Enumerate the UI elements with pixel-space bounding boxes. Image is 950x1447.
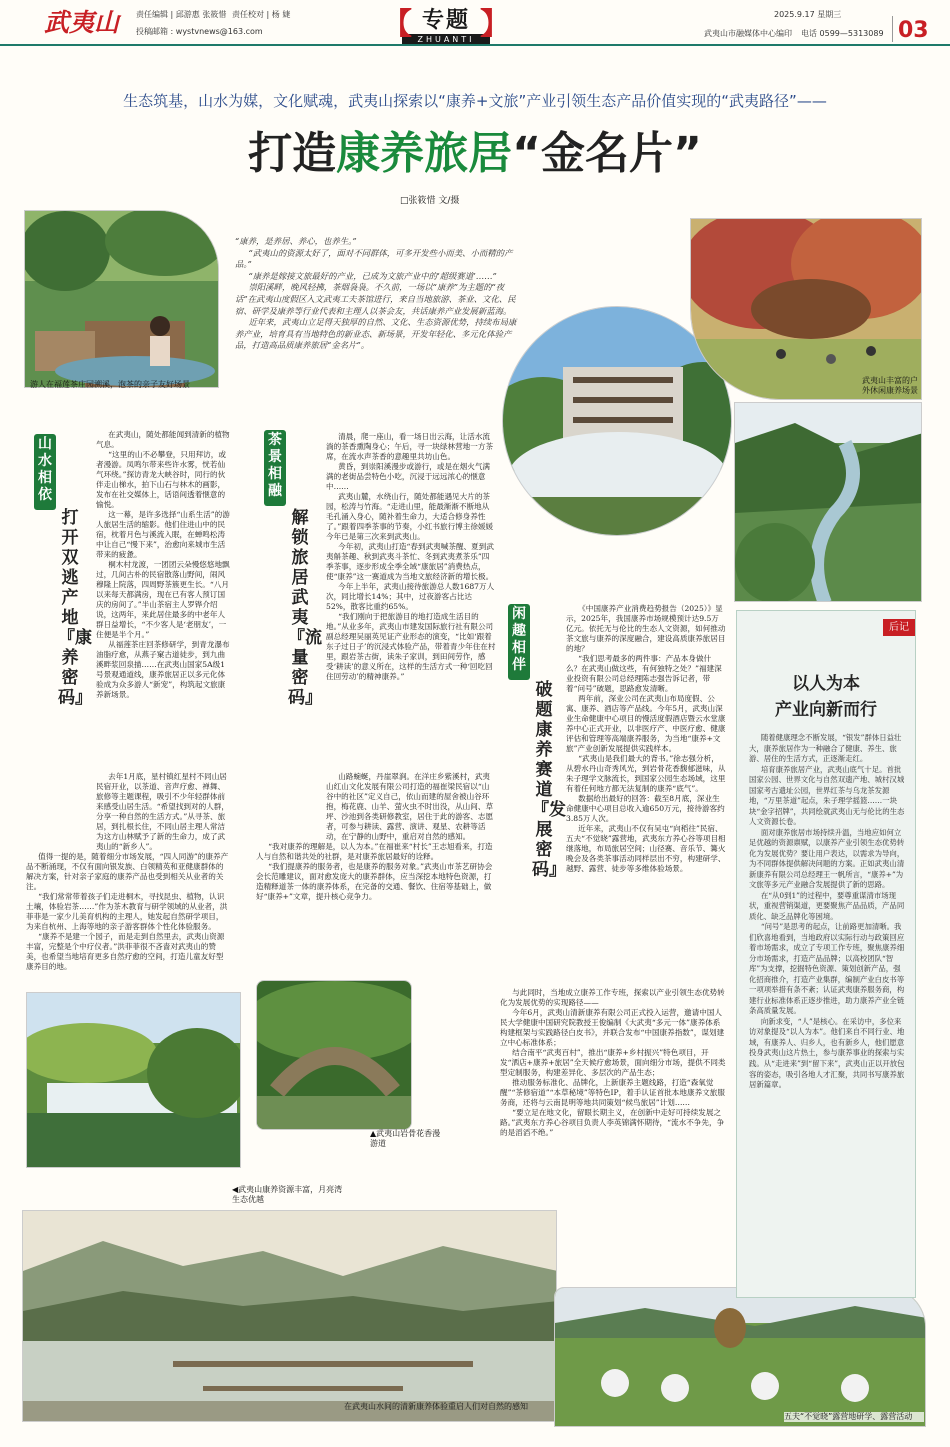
intro-paragraph: “武夷山的资源太好了，面对不同群体，可多开发些小而美、小而精的产品。” [235, 247, 513, 270]
section-2-column-lower [256, 772, 496, 902]
section-title-3: 破题康养赛道『发展密码』 [532, 680, 566, 880]
photo-outdoor-park [690, 218, 922, 400]
afterword-paragraph: 在“从0到1”的过程中，要尊重谋清市场现状，重视营销渠道，更要聚焦产品品质，产品同质化、缺乏品牌化等困境。 [749, 890, 905, 921]
afterword-paragraph: 面对康养旅居市场持续升温，当地应如何立足优越的资源禀赋，以康养产业引领生态优势转化为发展优势？要让用户表达，以需求为导向，为不同群体提供解决问题的方案。正如武夷山清新康养有限公司总经理王一帆所言，“康养+”为文旅等多元产业融合发展提供了新的思路。 [749, 827, 905, 890]
newspaper-logo: 武夷山 [44, 8, 120, 37]
section-title-en: ZHUANTI [402, 34, 490, 45]
photo-stone-bridge [256, 980, 412, 1130]
section-title: 专题 [421, 8, 470, 33]
intro-paragraph: 崇阳溪畔，晚风轻拂，茶烟袅袅。不久前，一场以“康养”为主题的“夜话”在武夷山度假区入文武夷工夫茶馆进行，来自当地旅游、茶业、文化、民宿、研学及康养等行业代表和主理人以茶会友，共话康养产业发展新蓝海。 [235, 282, 516, 316]
body-paragraph: 从福莲茶庄回茶修研学，到青龙瀑布油脂疗愈，从燕子窠古道徒步，到九曲溪畔浆回泉描……在武夷山国家5A级1号景观通道线，康养旅居正以多元化体验成为众多游人“新宠”，构筑起文旅康养新场景。 [96, 640, 230, 700]
section-title-2: 解锁旅居武夷『流量密码』 [288, 508, 322, 708]
caption-mid-left: ◀武夷山康养资源丰富，月亮湾生态优越 [232, 1185, 343, 1204]
afterword-paragraph: 培育康养旅居产业，武夷山底气十足。首批国家公园、世界文化与自然双遗产地、城村汉城国家考古遗址公园，世界红茶与乌龙茶发源地，“万里茶道”起点，朱子理学摇篮……一块块“金字招牌”，共同绘就武夷山无与伦比的生态人文资源长卷。 [749, 764, 905, 827]
intro-paragraph: 近年来，武夷山立足得天独厚的自然、文化、生态资源优势，持续布局康养产业，培育具有当地特色的新业态、新场景，开发年轻化、多元化体验产品，打造高品质康养旅居“金名片”。 [235, 317, 517, 351]
section-title-1: 打开双逃产地『康养密码』 [58, 508, 92, 708]
caption-top-left: 游人在福莲茶庄园溯溪，泡茶的亲子友好场景 [30, 380, 190, 389]
body-paragraph: “康养不是建一个园子，而是走到自然里去，武夷山资源丰富，完整是个中疗仪者。”洪菲菲很不吝啬对武夷山的赞美，也希望当地培育更多自然疗愈的空间，打造儿童友好型康养目的地。 [26, 932, 225, 972]
section-tag-3: 闲趣相伴 [508, 604, 530, 680]
headline-post: “金名片” [512, 128, 702, 179]
body-paragraph: “这里的山不必攀登，只用拜访，或者漫游。凤鸣尔带来些许水雾，恍若仙气环绕。”探访青龙大峡谷时，同行的伙伴走山梯水，拍下山石与林木的画影，发布在社交媒体上，话语间透着惬意的愉悦。 [96, 450, 226, 510]
caption-bottom-left: 在武夷山水间的清新康养体验重启人们对自然的感知 [344, 1402, 528, 1411]
headline-highlight: 康养旅居 [336, 128, 513, 179]
afterword-tag: 后记 [883, 619, 915, 636]
section-3-column-lower [500, 988, 726, 1138]
body-paragraph: “我们常常带着孩子们走进桐木，寻找昆虫、植物，认识土壤，体验岩茶……”作为茶木教育与研学领域的从业者，洪菲菲是一家少儿美育机构的主理人，她发起自然研学项目，为来自杭州、上海等地的亲子游客群体个性化体验服务。 [26, 892, 228, 932]
body-paragraph: 数据给出最好的回答：截至8月底，深业生命健康中心项目总收入逾650万元，接待游客约3.85万人次。 [566, 794, 725, 824]
headline-pre: 打造 [248, 128, 337, 179]
header-divider [892, 16, 893, 42]
afterword-body [749, 733, 905, 1091]
page-number: 03 [898, 18, 929, 43]
body-paragraph: “我们刚向于把旅游目的地打造成生活目的地。”从业多年，武夷山市建发国际旅行社有限公司副总经理吴丽英见证产业形态的演变，“比如‘跟着东子过日子’的沉浸式体验产品，带着青少年住在村里，跟岩茶古街，读朱子家训，到田间劳作，感受‘耕读’的意义所在，这样的生活方式一种‘回吃回住回劳动’的精神康养。” [326, 612, 496, 682]
body-paragraph: 与此同时，当地成立康养工作专班，探索以产业引领生态优势转化为发展优势的实现路径—— [500, 988, 725, 1008]
afterword-title: 以人为本 产业向新而行 [775, 674, 877, 720]
afterword-box [736, 610, 916, 1298]
body-paragraph: 在武夷山，随处都能闻到清新的植物气息。 [96, 430, 230, 450]
body-paragraph: 《中国康养产业消费趋势报告（2025）》显示，2025年，我国康养市场规模预计达9.5万亿元。依托无与伦比的生态人文资源，如何推动茶文旅与康养的深度融合，建设高质康养旅居目的地？ [566, 604, 726, 654]
body-paragraph: 近年来，武夷山不仅有吴屯“向稻往”民宿、五夫“不觉晓”露营地，武夷东方养心谷等项目相继落地，布局旅居空间；山径赛、音乐节、篝火晚会及各类茶事活动同样层出不穷，构建研学、越野、露营、徒步等多维体验场景。 [566, 824, 726, 874]
issue-date: 2025.9.17 星期三 [774, 10, 842, 19]
article-subtitle: 生态筑基，山水为媒，文化赋魂，武夷山探索以“康养+文旅”产业引领生态产品价值实现的“武夷路径”—— [123, 92, 827, 110]
body-paragraph: “我们提康养的服务者，也是康养的服务对象。”武夷山市茶艺研协会会长范雕建议，面对愈发庞大的康养群体，应当深挖本地特色资源，打造精释道茶一体的康养体系，在完备的交通、餐饮、住宿等基础上，做好“康养+”文章，提升核心竞争力。 [256, 862, 493, 902]
intro-paragraph: “康养是嫁接文旅最好的产业，已成为文旅产业中的‘超级赛道’……” [248, 270, 497, 281]
intro-paragraph: “康养，是养居、养心，也养生。” [235, 236, 357, 246]
body-paragraph: 桐木村龙渡，一团团云朵慢悠悠地飘过，几间古朴的民宿散落山野间，闹风穆隆上院落，四周野茶簇更生长。“八月以来每天都满房，现在已有客人预订国庆的房间了。”半山茶宿主人罗铧介绍说，这两年，来此居住最多的中老年人群日益增长，“不少客人是‘老朋友’，一住便是半个月。” [96, 560, 230, 640]
afterword-paragraph: 向新求变，“人”是核心。在采访中，多位来访对象提及“以人为本”。他们来自不同行业、地域，有康养人、归乡人，也有新乡人，他们愿意投身武夷山这片热土，参与康养事业的探索与实践。从“走进来”到“留下来”，武夷山正以开放包容的姿态，吸引各地人才汇聚，共同书写康养旅居新篇章。 [749, 1016, 905, 1090]
caption-mid-right: ▲武夷山岩骨花香漫游道 [370, 1129, 441, 1148]
byline: □张筱惜 文/摄 [400, 196, 460, 206]
article-headline [150, 122, 800, 186]
photo-stream-family [24, 210, 219, 388]
body-paragraph: 值得一提的是，随着细分市场发展，“四人同游”的康养产品不断涌现，不仅有面向银发族、白领精英和亚健康群体的解决方案，针对亲子家庭的康养产品也受到相关从业者的关注。 [26, 852, 229, 892]
editor-credit: 责任编辑 | 邱游惠 张筱惜 [136, 10, 227, 19]
body-paragraph: 推动服务标准化、品牌化，上新康养主题线路，打造“森氧觉醒”“茶修宿道”“本草秘境”等特色IP，着手认证首批本地康养文旅服务商，还将与云南昆明等地共同策划“候鸟旅居”计划…… [500, 1078, 725, 1108]
caption-bottom-right: 五夫“不觉晓”露营地研学、露营活动 [784, 1412, 924, 1422]
photo-camping-event [554, 1287, 926, 1427]
submission-email: 投稿邮箱 : wystvnews@163.com [136, 27, 263, 36]
body-paragraph: 黄昏，到崇阳溪漫步或游行，或是在烟火气满满的老街品尝特色小吃，沉浸于远远浓心的惬意中…… [326, 462, 491, 492]
afterword-paragraph: 随着健康理念不断发展，“银发”群体日益壮大，康养旅居作为一种融合了健康、养生、旅游、居住的生活方式，正逐渐走红。 [749, 733, 902, 764]
section-tag-2: 茶景相融 [264, 430, 286, 506]
section-1-column-lower [26, 772, 230, 972]
body-paragraph: “要立足在地文化，留眼长期主义，在创新中走好可持续发展之路。”武夷东方养心谷项目负责人李英锦满怀期待，“流水不争先，争的是滔滔不绝。” [500, 1108, 725, 1138]
section-3-column [566, 604, 726, 874]
section-tag-1: 山水相依 [34, 434, 56, 510]
caption-top-right: 武夷山丰富的户外休闲康养场景 [862, 376, 918, 395]
proof-credit: 责任校对 | 杨 婕 [232, 10, 291, 19]
photo-waterfall [26, 992, 241, 1168]
body-paragraph: “武夷山是我们最大的背书。”徐志强分析，从碧水丹山奇秀风光，到岩骨花香馥郁滋味，从朱子理学文脉流长，到国家公园生态场域，这里有着任何地方都无法复制的康养“底气”。 [566, 754, 726, 794]
bracket-right-icon: 】 [480, 7, 510, 42]
body-paragraph: 去年1月底，星村镇红星村不同山居民宿开业，以茶道、音声疗愈、禅舞、旅修等主题课程，吸引不少年轻群体前来感受山居生活。“希望找到对的人群，分享一种自然的生活方式。”从寻茶、旅居，到扎根长住，不同山居主理人常洁为这方山林赋予了新的生命力，成了武夷山的“新乡人”。 [96, 772, 229, 852]
photo-river-panorama [22, 1210, 557, 1422]
body-paragraph: 这一幕，是许多选择“山系生活”的游人旅居生活的缩影。他们住进山中的民宿，枕着月色与溪流入眠，在蝉鸣松涛中让自己“慢下来”，治愈向来城市生活带来的疲惫。 [96, 510, 230, 560]
header-rule [0, 44, 950, 46]
body-paragraph: 今年6月，武夷山清新康养有限公司正式投入运营，邀请中国人民大学健康中国研究院教授王俊编制《大武夷“多元一体”康养体系构建框架与实践路径白皮书》，并联合发布“中国康养指数”，谋划建立中心标准体系； [500, 1008, 725, 1048]
bracket-left-icon: 【 [382, 7, 412, 42]
body-paragraph: 今年上半年，武夷山接待旅游总人数1687万人次，同比增长14%；其中，过夜游客占比达52%，散客比重约65%。 [326, 582, 495, 612]
photo-river-valley [734, 402, 922, 602]
body-paragraph: “我对康养的理解是，以人为本。”在福崔来“村长”王志旭看来，打造人与自然和谐共处的社群，是对康养旅居最好的诠释。 [256, 842, 493, 862]
article-intro [235, 236, 518, 352]
section-2-column [326, 432, 496, 682]
publisher: 武夷山市融媒体中心编印 [704, 29, 792, 38]
body-paragraph: 结合南平“武夷百村”，推出“康养+乡村振兴”特色项目，开发“洒店+康养+旅居”全天候疗愈场景，面向细分市场，提供不同类型定制服务，构建差异化、多层次的产品生态； [500, 1048, 726, 1078]
body-paragraph: 两年前，深业公司在武夷山布局度假、公寓、康养、酒店等产品线。今年5月，武夷山深业生命健康中心项目的慢活度假酒店暨云水堂康养中心正式开业，以非医疗产、中医疗愈、健康评估和管理等高端康养服务，为当地“康养+文旅”产业创新发展提供实践样本。 [566, 694, 726, 754]
phone: 电话 0599—5313089 [801, 29, 884, 38]
afterword-paragraph: “问号”是思考的起点，让前路更加清晰。我们欣喜地看到，当地政府以实际行动与政策回应着市场需求，成立了专项工作专班，聚焦康养细分市场需求，打造产品品牌；以高校团队“智库”为支撑，挖掘特色资源、策划创新产品，强化招商推介，打造产业集群，编制产业白皮书等一项项举措有条不紊；认证武夷康养服务商，构建行业标准体系正逐步推进，助力康养产业全链条高质量发展。 [749, 922, 905, 1016]
body-paragraph: 武夷山麓，水绕山行，随处都能遇见大片的茶园，松涛与竹海。“走进山里，能最渐渐不断地从毛孔涌入身心，随补着生命力，大适合修身养性了。”跟着四季茶事的节奏，小红书旅行博主徐媛媛今年已是第三次来到武夷山。 [326, 492, 494, 542]
section-1-column [96, 430, 230, 700]
body-paragraph: “我们思考最多的两件事：产品本身做什么？在武夷山做这些，有何独特之处？”福建深业投资有限公司总经理陈志强告诉记者，带着“问号”破题，思路愈发清晰。 [566, 654, 722, 694]
body-paragraph: 清晨，爬一座山，看一场日出云海，让活水流淌的茶香熏陶身心；午后，寻一块绿林营地一方茶席，在流水声茶香的意趣里共坊山色。 [326, 432, 494, 462]
body-paragraph: 山路蜿蜒，丹崖翠涧。在洋庄乡紫溪村，武夷山红山文化发展有限公司打造的福崔梁民宿以“山谷中的社区”定义自己，依山而建的屋舍被山谷环抱，梅花鹿、山羊、萤火虫不时出没，从山间、草坪、沙池到各类研修教室，居住于此的游客、志愿者，可参与耕读、露营、演讲、观星、农耕等活动，在宁静的山野中，重启对自然的感知。 [326, 772, 494, 842]
body-paragraph: 今年初，武夷山打造“春到武夷喊茶醒、夏到武夷斛茶趣、秋到武夷斗茶忙、冬到武夷煮茶乐”四季茶事，逐步形成全季全域“康旅居”消费热点，使“康养”这一赛道成为当地文旅经济新的增长极。 [326, 542, 494, 582]
